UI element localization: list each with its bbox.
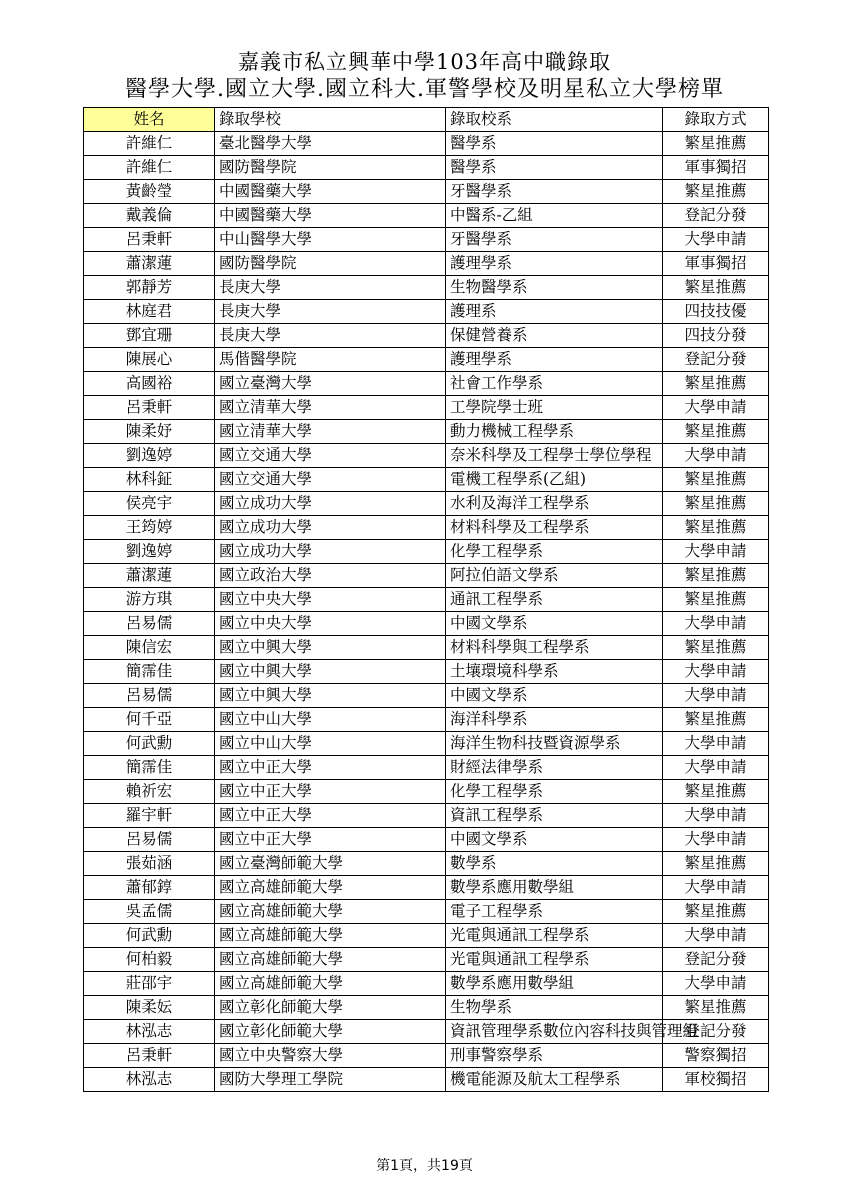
cell-name: 劉逸婷 bbox=[84, 444, 215, 468]
cell-school: 國立中正大學 bbox=[215, 804, 446, 828]
table-row bbox=[84, 468, 769, 492]
cell-method: 繁星推薦 bbox=[663, 852, 769, 876]
cell-method: 大學申請 bbox=[663, 684, 769, 708]
cell-method: 繁星推薦 bbox=[663, 708, 769, 732]
cell-school: 國立中正大學 bbox=[215, 828, 446, 852]
table-row bbox=[84, 852, 769, 876]
cell-method: 大學申請 bbox=[663, 444, 769, 468]
cell-method: 大學申請 bbox=[663, 972, 769, 996]
cell-name: 莊邵宇 bbox=[84, 972, 215, 996]
cell-school: 國立政治大學 bbox=[215, 564, 446, 588]
cell-department: 資訊管理學系數位內容科技與管理組 bbox=[446, 1020, 663, 1044]
cell-school: 國立高雄師範大學 bbox=[215, 876, 446, 900]
cell-name: 何柏毅 bbox=[84, 948, 215, 972]
cell-name: 蕭郁錞 bbox=[84, 876, 215, 900]
cell-name: 蕭潔蓮 bbox=[84, 564, 215, 588]
cell-department: 生物學系 bbox=[446, 996, 663, 1020]
header-department: 錄取校系 bbox=[446, 108, 663, 132]
cell-department: 通訊工程學系 bbox=[446, 588, 663, 612]
cell-school: 中山醫學大學 bbox=[215, 228, 446, 252]
cell-method: 繁星推薦 bbox=[663, 468, 769, 492]
cell-name: 許維仁 bbox=[84, 132, 215, 156]
cell-method: 大學申請 bbox=[663, 540, 769, 564]
cell-school: 國立清華大學 bbox=[215, 396, 446, 420]
cell-name: 許維仁 bbox=[84, 156, 215, 180]
cell-method: 軍事獨招 bbox=[663, 156, 769, 180]
table-body bbox=[84, 132, 769, 1092]
cell-department: 中國文學系 bbox=[446, 828, 663, 852]
table-row bbox=[84, 156, 769, 180]
cell-name: 簡霈佳 bbox=[84, 660, 215, 684]
cell-name: 林泓志 bbox=[84, 1020, 215, 1044]
table-row bbox=[84, 756, 769, 780]
cell-department: 社會工作學系 bbox=[446, 372, 663, 396]
cell-school: 國立中央大學 bbox=[215, 612, 446, 636]
cell-department: 化學工程學系 bbox=[446, 780, 663, 804]
cell-school: 國防大學理工學院 bbox=[215, 1068, 446, 1092]
cell-method: 繁星推薦 bbox=[663, 996, 769, 1020]
table-row bbox=[84, 732, 769, 756]
table-row bbox=[84, 900, 769, 924]
cell-method: 繁星推薦 bbox=[663, 132, 769, 156]
table-row bbox=[84, 660, 769, 684]
cell-name: 何武勳 bbox=[84, 924, 215, 948]
cell-method: 繁星推薦 bbox=[663, 276, 769, 300]
table-row bbox=[84, 396, 769, 420]
cell-department: 動力機械工程學系 bbox=[446, 420, 663, 444]
cell-department: 財經法律學系 bbox=[446, 756, 663, 780]
cell-method: 繁星推薦 bbox=[663, 564, 769, 588]
table-row bbox=[84, 180, 769, 204]
cell-name: 呂易儒 bbox=[84, 684, 215, 708]
table-row bbox=[84, 612, 769, 636]
cell-name: 呂易儒 bbox=[84, 612, 215, 636]
cell-school: 長庚大學 bbox=[215, 300, 446, 324]
cell-name: 簡霈佳 bbox=[84, 756, 215, 780]
cell-school: 國立中興大學 bbox=[215, 660, 446, 684]
cell-school: 國立臺灣大學 bbox=[215, 372, 446, 396]
cell-department: 護理學系 bbox=[446, 252, 663, 276]
cell-method: 大學申請 bbox=[663, 804, 769, 828]
cell-method: 登記分發 bbox=[663, 1020, 769, 1044]
cell-department: 牙醫學系 bbox=[446, 180, 663, 204]
cell-school: 國立中正大學 bbox=[215, 756, 446, 780]
cell-method: 四技技優 bbox=[663, 300, 769, 324]
table-row bbox=[84, 444, 769, 468]
cell-name: 蕭潔蓮 bbox=[84, 252, 215, 276]
cell-method: 繁星推薦 bbox=[663, 900, 769, 924]
cell-method: 大學申請 bbox=[663, 660, 769, 684]
cell-name: 陳柔妘 bbox=[84, 996, 215, 1020]
cell-department: 醫學系 bbox=[446, 132, 663, 156]
table-row bbox=[84, 1020, 769, 1044]
cell-method: 大學申請 bbox=[663, 228, 769, 252]
cell-department: 機電能源及航太工程學系 bbox=[446, 1068, 663, 1092]
cell-department: 海洋生物科技暨資源學系 bbox=[446, 732, 663, 756]
cell-name: 陳信宏 bbox=[84, 636, 215, 660]
cell-school: 國立高雄師範大學 bbox=[215, 900, 446, 924]
cell-department: 光電與通訊工程學系 bbox=[446, 924, 663, 948]
cell-method: 繁星推薦 bbox=[663, 180, 769, 204]
cell-school: 國立高雄師範大學 bbox=[215, 948, 446, 972]
document-subtitle: 醫學大學.國立大學.國立科大.軍警學校及明星私立大學榜單 bbox=[125, 77, 724, 102]
table-row bbox=[84, 348, 769, 372]
cell-school: 國立中山大學 bbox=[215, 732, 446, 756]
document-title: 嘉義市私立興華中學103年高中職錄取 bbox=[237, 50, 612, 74]
cell-school: 臺北醫學大學 bbox=[215, 132, 446, 156]
cell-department: 工學院學士班 bbox=[446, 396, 663, 420]
cell-name: 張茹涵 bbox=[84, 852, 215, 876]
cell-school: 國立成功大學 bbox=[215, 516, 446, 540]
table-row bbox=[84, 636, 769, 660]
cell-method: 繁星推薦 bbox=[663, 372, 769, 396]
cell-name: 呂秉軒 bbox=[84, 228, 215, 252]
table-row bbox=[84, 132, 769, 156]
cell-name: 林庭君 bbox=[84, 300, 215, 324]
table-row bbox=[84, 948, 769, 972]
table-row bbox=[84, 588, 769, 612]
cell-school: 國立高雄師範大學 bbox=[215, 972, 446, 996]
cell-department: 護理系 bbox=[446, 300, 663, 324]
table-row bbox=[84, 972, 769, 996]
table-row bbox=[84, 924, 769, 948]
cell-department: 材料科學與工程學系 bbox=[446, 636, 663, 660]
cell-method: 警察獨招 bbox=[663, 1044, 769, 1068]
cell-school: 國立交通大學 bbox=[215, 444, 446, 468]
cell-school: 長庚大學 bbox=[215, 324, 446, 348]
table-row bbox=[84, 1044, 769, 1068]
table-row bbox=[84, 420, 769, 444]
cell-school: 國防醫學院 bbox=[215, 156, 446, 180]
header-name: 姓名 bbox=[84, 108, 215, 132]
cell-method: 大學申請 bbox=[663, 756, 769, 780]
cell-department: 中醫系-乙組 bbox=[446, 204, 663, 228]
cell-name: 呂秉軒 bbox=[84, 396, 215, 420]
cell-department: 光電與通訊工程學系 bbox=[446, 948, 663, 972]
cell-department: 水利及海洋工程學系 bbox=[446, 492, 663, 516]
cell-name: 劉逸婷 bbox=[84, 540, 215, 564]
table-row bbox=[84, 876, 769, 900]
cell-name: 呂秉軒 bbox=[84, 1044, 215, 1068]
cell-name: 陳柔妤 bbox=[84, 420, 215, 444]
cell-name: 呂易儒 bbox=[84, 828, 215, 852]
cell-school: 國立中正大學 bbox=[215, 780, 446, 804]
cell-school: 中國醫藥大學 bbox=[215, 204, 446, 228]
cell-method: 繁星推薦 bbox=[663, 516, 769, 540]
cell-school: 國立中山大學 bbox=[215, 708, 446, 732]
cell-school: 國立臺灣師範大學 bbox=[215, 852, 446, 876]
cell-name: 陳展心 bbox=[84, 348, 215, 372]
table-row bbox=[84, 372, 769, 396]
cell-name: 吳孟儒 bbox=[84, 900, 215, 924]
cell-method: 繁星推薦 bbox=[663, 492, 769, 516]
cell-name: 鄧宜珊 bbox=[84, 324, 215, 348]
cell-department: 中國文學系 bbox=[446, 684, 663, 708]
table-row bbox=[84, 804, 769, 828]
cell-department: 土壤環境科學系 bbox=[446, 660, 663, 684]
table-row bbox=[84, 828, 769, 852]
cell-school: 中國醫藥大學 bbox=[215, 180, 446, 204]
cell-school: 國立中央警察大學 bbox=[215, 1044, 446, 1068]
cell-name: 何武勳 bbox=[84, 732, 215, 756]
cell-name: 黃齡瑩 bbox=[84, 180, 215, 204]
cell-method: 大學申請 bbox=[663, 876, 769, 900]
cell-method: 登記分發 bbox=[663, 348, 769, 372]
header-method: 錄取方式 bbox=[663, 108, 769, 132]
cell-method: 大學申請 bbox=[663, 612, 769, 636]
cell-name: 林科鉦 bbox=[84, 468, 215, 492]
cell-method: 軍校獨招 bbox=[663, 1068, 769, 1092]
cell-department: 數學系應用數學組 bbox=[446, 972, 663, 996]
cell-name: 賴祈宏 bbox=[84, 780, 215, 804]
cell-method: 登記分發 bbox=[663, 204, 769, 228]
cell-method: 繁星推薦 bbox=[663, 420, 769, 444]
table-row bbox=[84, 228, 769, 252]
cell-method: 四技分發 bbox=[663, 324, 769, 348]
cell-school: 國立成功大學 bbox=[215, 540, 446, 564]
table-row bbox=[84, 564, 769, 588]
cell-method: 大學申請 bbox=[663, 924, 769, 948]
cell-school: 國立中興大學 bbox=[215, 684, 446, 708]
cell-school: 國立高雄師範大學 bbox=[215, 924, 446, 948]
cell-method: 大學申請 bbox=[663, 732, 769, 756]
table-row bbox=[84, 708, 769, 732]
cell-school: 國立清華大學 bbox=[215, 420, 446, 444]
cell-name: 高國裕 bbox=[84, 372, 215, 396]
page-footer: 第1頁，共19頁 bbox=[376, 1158, 473, 1174]
cell-school: 國立成功大學 bbox=[215, 492, 446, 516]
cell-department: 數學系 bbox=[446, 852, 663, 876]
cell-school: 國立交通大學 bbox=[215, 468, 446, 492]
cell-department: 牙醫學系 bbox=[446, 228, 663, 252]
cell-school: 長庚大學 bbox=[215, 276, 446, 300]
cell-department: 生物醫學系 bbox=[446, 276, 663, 300]
cell-name: 游方琪 bbox=[84, 588, 215, 612]
table-row bbox=[84, 300, 769, 324]
cell-department: 海洋科學系 bbox=[446, 708, 663, 732]
table-row bbox=[84, 996, 769, 1020]
cell-department: 阿拉伯語文學系 bbox=[446, 564, 663, 588]
table-row bbox=[84, 204, 769, 228]
cell-department: 材料科學及工程學系 bbox=[446, 516, 663, 540]
cell-method: 繁星推薦 bbox=[663, 588, 769, 612]
cell-department: 刑事警察學系 bbox=[446, 1044, 663, 1068]
cell-method: 登記分發 bbox=[663, 948, 769, 972]
cell-method: 大學申請 bbox=[663, 396, 769, 420]
cell-name: 王筠婷 bbox=[84, 516, 215, 540]
cell-department: 奈米科學及工程學士學位學程 bbox=[446, 444, 663, 468]
admission-table bbox=[83, 107, 769, 1092]
cell-school: 國立中央大學 bbox=[215, 588, 446, 612]
table-row bbox=[84, 780, 769, 804]
cell-method: 軍事獨招 bbox=[663, 252, 769, 276]
table-row bbox=[84, 492, 769, 516]
cell-department: 電機工程學系(乙組) bbox=[446, 468, 663, 492]
table-row bbox=[84, 516, 769, 540]
cell-school: 國立中興大學 bbox=[215, 636, 446, 660]
cell-department: 資訊工程學系 bbox=[446, 804, 663, 828]
header-school: 錄取學校 bbox=[215, 108, 446, 132]
cell-department: 保健營養系 bbox=[446, 324, 663, 348]
table-row bbox=[84, 684, 769, 708]
cell-name: 何千亞 bbox=[84, 708, 215, 732]
cell-school: 國立彰化師範大學 bbox=[215, 996, 446, 1020]
cell-method: 繁星推薦 bbox=[663, 780, 769, 804]
cell-school: 國立彰化師範大學 bbox=[215, 1020, 446, 1044]
table-row bbox=[84, 252, 769, 276]
table-row bbox=[84, 276, 769, 300]
cell-name: 侯亮宇 bbox=[84, 492, 215, 516]
cell-school: 國防醫學院 bbox=[215, 252, 446, 276]
table-header-row bbox=[84, 108, 769, 132]
cell-name: 郭靜芳 bbox=[84, 276, 215, 300]
cell-name: 羅宇軒 bbox=[84, 804, 215, 828]
cell-method: 大學申請 bbox=[663, 828, 769, 852]
table-row bbox=[84, 540, 769, 564]
cell-school: 馬偕醫學院 bbox=[215, 348, 446, 372]
cell-department: 中國文學系 bbox=[446, 612, 663, 636]
cell-method: 繁星推薦 bbox=[663, 636, 769, 660]
cell-name: 林泓志 bbox=[84, 1068, 215, 1092]
cell-department: 護理學系 bbox=[446, 348, 663, 372]
table-row bbox=[84, 324, 769, 348]
table-row bbox=[84, 1068, 769, 1092]
cell-name: 戴義倫 bbox=[84, 204, 215, 228]
cell-department: 化學工程學系 bbox=[446, 540, 663, 564]
cell-department: 電子工程學系 bbox=[446, 900, 663, 924]
cell-department: 醫學系 bbox=[446, 156, 663, 180]
cell-department: 數學系應用數學組 bbox=[446, 876, 663, 900]
